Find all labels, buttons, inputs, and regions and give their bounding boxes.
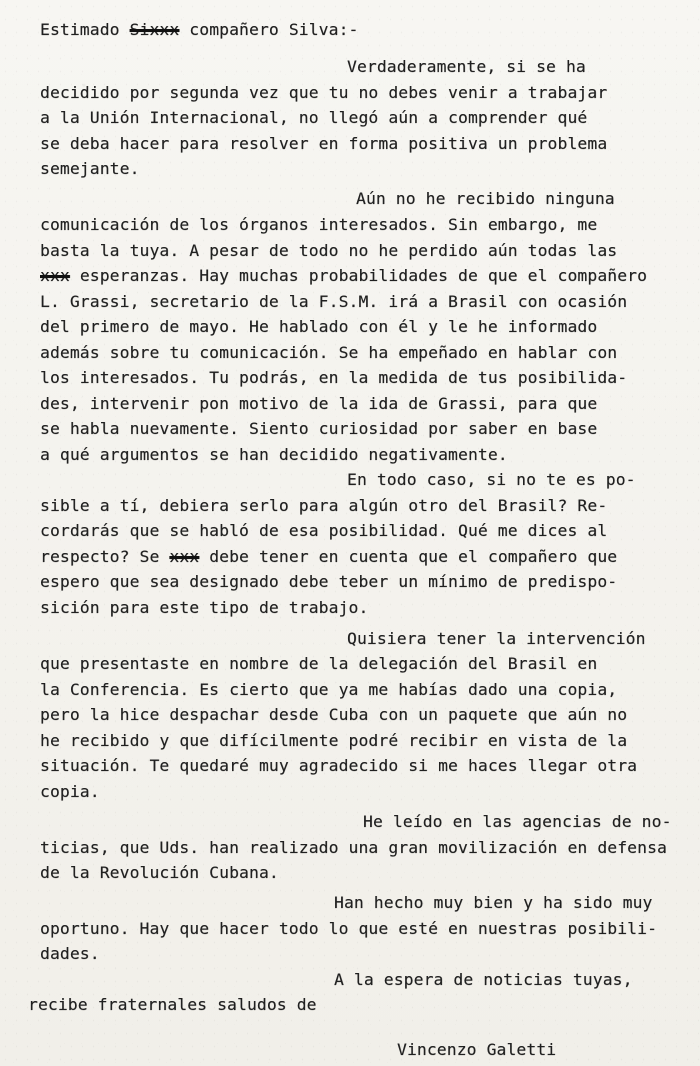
strikeout-word: xxx [40,266,70,285]
paragraph-5-line-3: de la Revolución Cubana. [40,863,279,882]
paragraph-6-line-1: Han hecho muy bien y ha sido muy [334,893,653,912]
greeting-strikeout: Sixxx [129,20,180,39]
paragraph-3-line-1: En todo caso, si no te es po- [347,470,636,489]
paragraph-4-line-3: la Conferencia. Es cierto que ya me habías dado una copia, [40,680,618,699]
paragraph-1-line-4: se deba hacer para resolver en forma positiva un problema [40,134,608,153]
paragraph-4-line-5: he recibido y que difícilmente podré recibir en vista de la [40,731,628,750]
paragraph-1-line-1: Verdaderamente, si se ha [347,57,586,76]
paragraph-4-line-2: que presentaste en nombre de la delegación del Brasil en [40,654,598,673]
paragraph-2-line-2: comunicación de los órganos interesados. Sin embargo, me [40,215,598,234]
paragraph-6-line-3: dades. [40,944,100,963]
signature: Vincenzo Galetti [397,1040,557,1059]
paragraph-3-line-3: cordarás que se habló de esa posibilidad. Qué me dices al [40,521,608,540]
strikeout-word: xxx [169,547,200,566]
paragraph-3-line-2: sible a tí, debiera serlo para algún otro del Brasil? Re- [40,496,608,515]
paragraph-2-line-5: L. Grassi, secretario de la F.S.M. irá a Brasil con ocasión [40,292,628,311]
paragraph-2-line-10: se habla nuevamente. Siento curiosidad por saber en base [40,419,598,438]
paragraph-4-line-6: situación. Te quedaré muy agradecido si me haces llegar otra [40,756,638,775]
paragraph-3-line-6: sición para este tipo de trabajo. [40,598,369,617]
closing-line-1: A la espera de noticias tuyas, [334,970,633,989]
paragraph-4-line-7: copia. [40,782,100,801]
paragraph-2-line-11: a qué argumentos se han decidido negativamente. [40,445,508,464]
paragraph-2-line-9: des, intervenir pon motivo de la ida de Grassi, para que [40,394,598,413]
paragraph-3-line-4-end: debe tener en cuenta que el compañero que [209,547,618,566]
paragraph-2-line-3: basta la tuya. A pesar de todo no he perdido aún todas las [40,241,618,260]
paragraph-6-line-2: oportuno. Hay que hacer todo lo que esté en nuestras posibili- [40,919,658,938]
paragraph-1-line-5: semejante. [40,159,140,178]
greeting-start: Estimado [40,20,130,39]
greeting-line [40,22,358,38]
paragraph-3-line-5: espero que sea designado debe teber un mínimo de predispo- [40,572,618,591]
paragraph-4-line-1: Quisiera tener la intervención [347,629,646,648]
closing-line-2: recibe fraternales saludos de [28,995,317,1014]
paragraph-3-line-4-start: respecto? Se [40,547,160,566]
paragraph-3-line-4 [40,549,617,565]
paragraph-2-line-1: Aún no he recibido ninguna [356,189,615,208]
paragraph-2-line-4 [40,268,647,284]
paragraph-5-line-1: He leído en las agencias de no- [363,812,672,831]
paragraph-2-line-4-text: esperanzas. Hay muchas probabilidades de que el compañero [79,266,648,285]
paragraph-1-line-3: a la Unión Internacional, no llegó aún a comprender qué [40,108,588,127]
paragraph-2-line-7: además sobre tu comunicación. Se ha empeñado en hablar con [40,343,618,362]
paragraph-5-line-2: ticias, que Uds. han realizado una gran movilización en defensa [40,838,667,857]
paragraph-4-line-4: pero la hice despachar desde Cuba con un paquete que aún no [40,705,628,724]
paragraph-2-line-8: los interesados. Tu podrás, en la medida de tus posibilida- [40,368,628,387]
paragraph-2-line-6: del primero de mayo. He hablado con él y le he informado [40,317,598,336]
greeting-end: compañero Silva:- [179,20,359,39]
paragraph-1-line-2: decidido por segunda vez que tu no debes venir a trabajar [40,83,608,102]
